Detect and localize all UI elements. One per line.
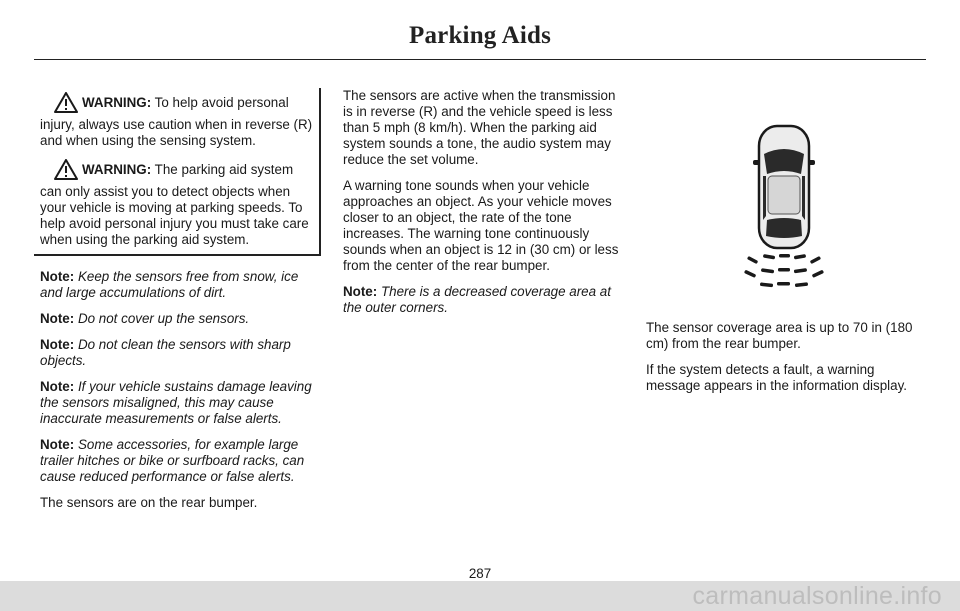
warning-triangle-icon bbox=[54, 92, 78, 117]
column-2 bbox=[343, 88, 621, 326]
note-text: If your vehicle sustains damage leaving the sensors misaligned, this may cause inaccurate measurements or false alerts. bbox=[40, 379, 312, 426]
note-3 bbox=[40, 337, 315, 369]
note-4 bbox=[40, 379, 315, 427]
column-1 bbox=[40, 88, 315, 521]
closing-paragraph: The sensors are on the rear bumper. bbox=[40, 495, 258, 510]
page-number: 287 bbox=[468, 566, 492, 581]
warning-label: WARNING: bbox=[82, 95, 152, 110]
paragraph-tone: A warning tone sounds when your vehicle approaches an object. As your vehicle moves closer to an object, the rate of the tone increases. The warning tone continuously sounds when an object is 12 in (30 cm) or less from the center of the rear bumper. bbox=[343, 178, 619, 273]
note-label: Note: bbox=[40, 437, 75, 452]
note-label: Note: bbox=[40, 379, 75, 394]
note-text: Keep the sensors free from snow, ice and large accumulations of dirt. bbox=[40, 269, 299, 300]
car-parking-sensor-icon bbox=[742, 124, 826, 294]
header-rule bbox=[34, 59, 926, 60]
warning-box bbox=[34, 88, 321, 256]
note-label: Note: bbox=[343, 284, 378, 299]
note-coverage bbox=[343, 284, 621, 316]
note-text: There is a decreased coverage area at the outer corners. bbox=[343, 284, 611, 315]
note-label: Note: bbox=[40, 269, 75, 284]
warning-label: WARNING: bbox=[82, 162, 152, 177]
note-text: Do not clean the sensors with sharp objects. bbox=[40, 337, 291, 368]
note-text: Some accessories, for example large trailer hitches or bike or surfboard racks, can cause reduced performance or false alerts. bbox=[40, 437, 305, 484]
note-label: Note: bbox=[40, 311, 75, 326]
warning-1 bbox=[40, 92, 315, 149]
warning-text: The parking aid system can only assist you to detect objects when your vehicle is moving at parking speeds. To help avoid personal injury you must take care when using the parking aid system. bbox=[40, 162, 309, 247]
warning-2 bbox=[40, 159, 315, 248]
note-5 bbox=[40, 437, 315, 485]
column-3 bbox=[646, 320, 926, 404]
paragraph-fault: If the system detects a fault, a warning message appears in the information display. bbox=[646, 362, 908, 393]
paragraph-active: The sensors are active when the transmission is in reverse (R) and the vehicle speed is less than 5 mph (8 km/h). When the parking aid system sounds a tone, the audio system may reduce the set volume. bbox=[343, 88, 616, 167]
warning-text: To help avoid personal injury, always use caution when in reverse (R) and when using the sensing system. bbox=[40, 95, 313, 148]
note-text: Do not cover up the sensors. bbox=[77, 311, 250, 326]
watermark: carmanualsonline.info bbox=[692, 582, 942, 610]
note-2 bbox=[40, 311, 315, 327]
warning-triangle-icon bbox=[54, 159, 78, 184]
page-title: Parking Aids bbox=[408, 22, 552, 49]
note-label: Note: bbox=[40, 337, 75, 352]
note-1 bbox=[40, 269, 315, 301]
paragraph-coverage: The sensor coverage area is up to 70 in (180 cm) from the rear bumper. bbox=[646, 320, 913, 351]
